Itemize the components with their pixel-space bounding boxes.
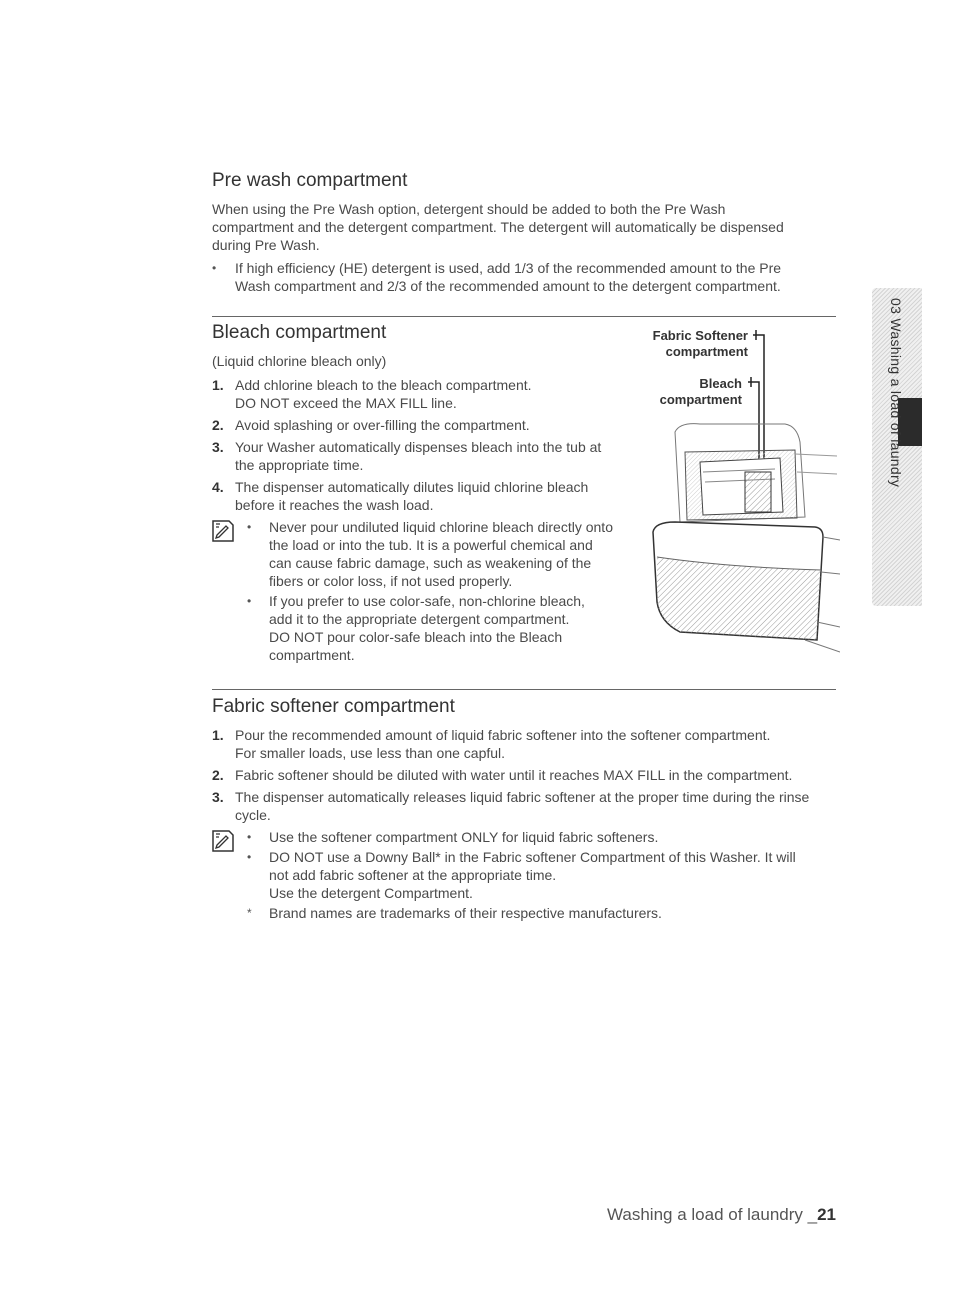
prewash-bullet [212, 259, 836, 295]
list-item [212, 416, 632, 434]
step-number: 3. [212, 439, 224, 455]
note-text: the load or into the tub. It is a powerful chemical and [269, 537, 593, 553]
step-number: 3. [212, 789, 224, 805]
step-number: 1. [212, 377, 224, 393]
prewash-body [212, 200, 836, 254]
note-text: DO NOT use a Downy Ball* in the Fabric softener Compartment of this Washer. It will [269, 849, 796, 865]
note-icon [212, 830, 234, 852]
chapter-tab-label: 03 Washing a load of laundry [888, 298, 904, 488]
softener-title: Fabric softener compartment [212, 696, 455, 717]
note-icon [212, 520, 234, 542]
bleach-title: Bleach compartment [212, 322, 387, 343]
note-item [247, 828, 836, 846]
list-item [212, 376, 632, 412]
footnote-text: Brand names are trademarks of their respective manufacturers. [269, 905, 662, 921]
step-text: Your Washer automatically dispenses bleach into the tub at [235, 439, 602, 455]
bullet-mark: • [247, 520, 252, 534]
footnote-mark: * [247, 906, 252, 920]
list-item [212, 766, 836, 784]
note-text: can cause fabric damage, such as weakening of the [269, 555, 592, 571]
softener-section [212, 696, 836, 924]
footer-title: Washing a load of laundry _ [606, 1205, 818, 1224]
step-text: For smaller loads, use less than one capful. [235, 745, 506, 761]
dispenser-drawing [645, 322, 840, 662]
prewash-body-line: compartment and the detergent compartment. The detergent will automatically be dispensed [212, 219, 784, 235]
note-text: fibers or color loss, if not used properly. [269, 573, 513, 589]
prewash-body-line: When using the Pre Wash option, detergent should be added to both the Pre Wash [212, 201, 726, 217]
chapter-tab [872, 288, 922, 606]
note-item [247, 848, 836, 902]
bleach-subtitle: (Liquid chlorine bleach only) [212, 353, 387, 369]
list-item [212, 478, 632, 514]
prewash-bullet-line: • If high efficiency (HE) detergent is used, add 1/3 of the recommended amount to the Pre [235, 260, 782, 276]
step-text: The dispenser automatically releases liquid fabric softener at the proper time during the rinse [235, 789, 810, 805]
note-text: compartment. [269, 647, 355, 663]
divider [212, 316, 836, 317]
note-text: not add fabric softener at the appropriate time. [269, 867, 557, 883]
note-text: Use the detergent Compartment. [269, 885, 473, 901]
dispenser-illustration [645, 322, 840, 662]
step-number: 2. [212, 417, 224, 433]
bleach-label-line: Bleach [699, 376, 742, 391]
bleach-note [212, 518, 632, 664]
softener-steps [212, 726, 836, 824]
prewash-bullet-line: Wash compartment and 2/3 of the recommended amount to the detergent compartment. [235, 278, 781, 294]
page-footer [607, 1205, 836, 1225]
list-item [212, 788, 836, 824]
step-text: the appropriate time. [235, 457, 364, 473]
list-item [212, 726, 836, 762]
note-item [247, 592, 632, 664]
note-text: add it to the appropriate detergent compartment. [269, 611, 570, 627]
step-number: 2. [212, 767, 224, 783]
bleach-steps [212, 376, 632, 514]
step-text: cycle. [235, 807, 271, 823]
bleach-label-line: compartment [659, 392, 742, 407]
divider [212, 689, 836, 690]
step-number: 4. [212, 479, 224, 495]
step-text: Pour the recommended amount of liquid fabric softener into the softener compartment. [235, 727, 771, 743]
list-item [212, 438, 632, 474]
step-number: 1. [212, 727, 224, 743]
step-text: before it reaches the wash load. [235, 497, 434, 513]
softener-label-line: compartment [665, 344, 748, 359]
note-item [247, 518, 632, 590]
prewash-title: Pre wash compartment [212, 170, 408, 191]
note-text: If you prefer to use color-safe, non-chlorine bleach, [269, 593, 585, 609]
footnote [247, 904, 836, 922]
bullet-mark: • [247, 850, 252, 864]
softener-label-line: Fabric Softener [652, 328, 748, 343]
note-text: Never pour undiluted liquid chlorine bleach directly onto [269, 519, 613, 535]
bleach-section [212, 322, 632, 666]
step-text: The dispenser automatically dilutes liquid chlorine bleach [235, 479, 589, 495]
prewash-body-line: during Pre Wash. [212, 237, 320, 253]
note-text: Use the softener compartment ONLY for liquid fabric softeners. [269, 829, 659, 845]
page-number: 21 [817, 1205, 836, 1224]
step-text: DO NOT exceed the MAX FILL line. [235, 395, 457, 411]
bullet-mark: • [247, 594, 252, 608]
prewash-section [212, 170, 836, 295]
bullet-mark: • [247, 830, 252, 844]
step-text: Add chlorine bleach to the bleach compartment. [235, 377, 532, 393]
step-text: Fabric softener should be diluted with water until it reaches MAX FILL in the compartment. [235, 767, 793, 783]
note-text: DO NOT pour color-safe bleach into the Bleach [269, 629, 563, 645]
step-text: Avoid splashing or over-filling the compartment. [235, 417, 530, 433]
softener-note [212, 828, 836, 922]
